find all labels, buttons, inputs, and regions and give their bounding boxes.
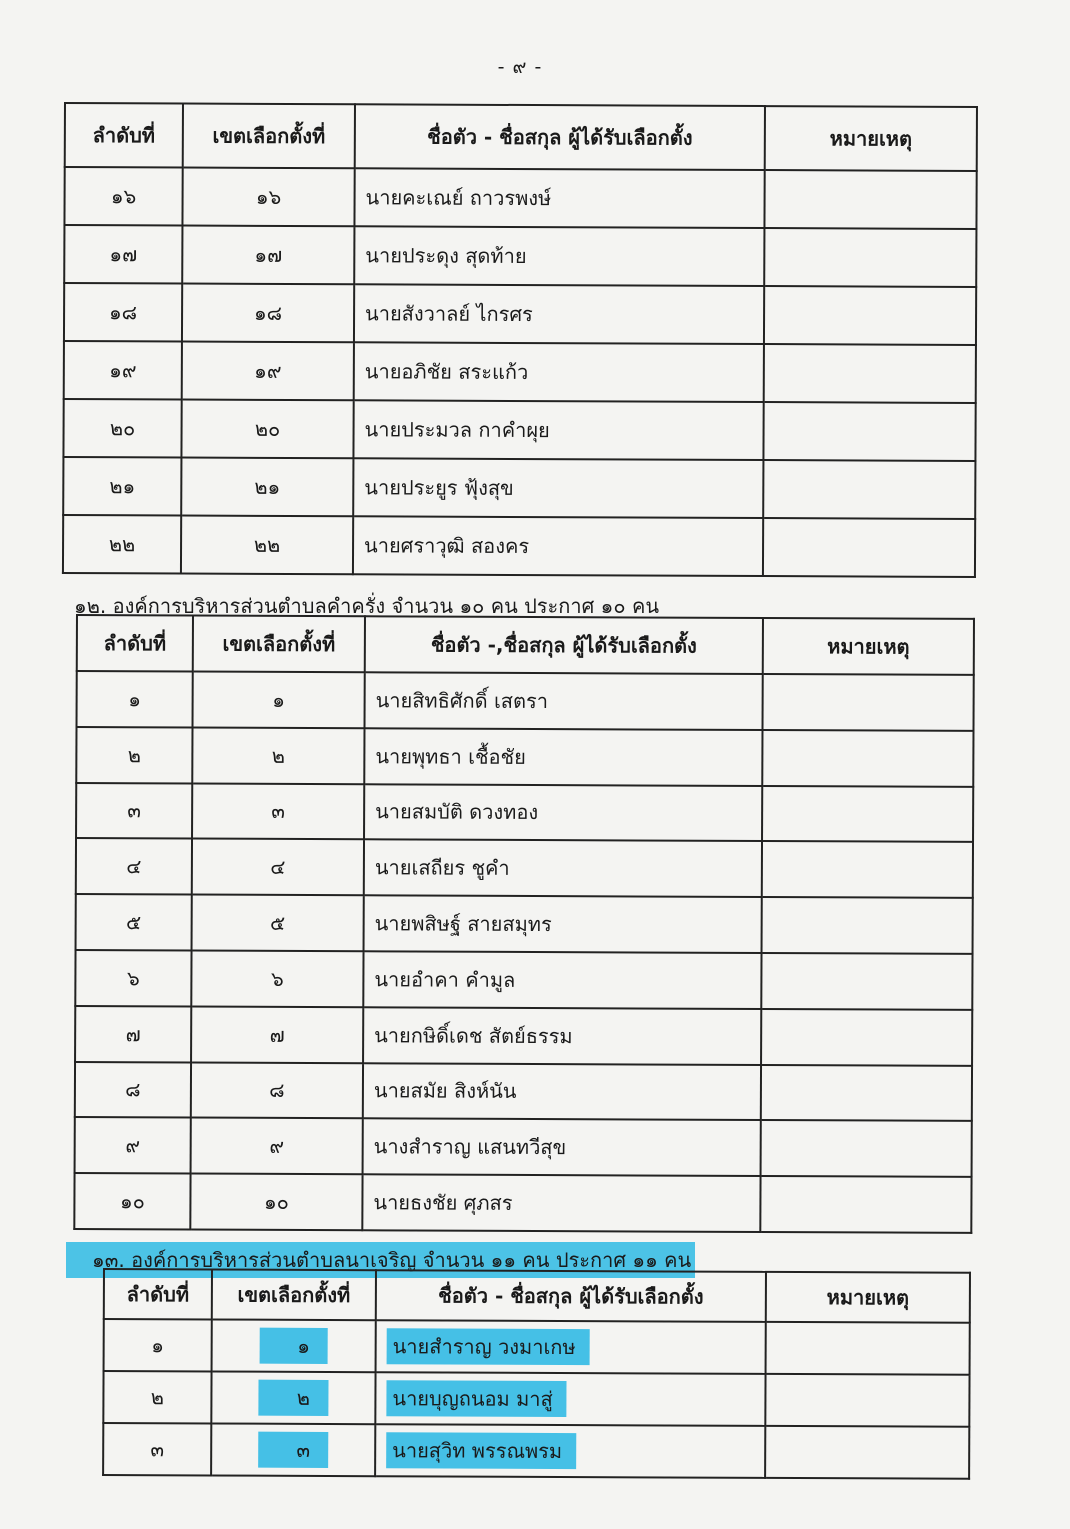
cell-name: นายสมบัติ ดวงทอง (364, 784, 762, 842)
cell-district (211, 1371, 375, 1424)
cell-order: ๑๖ (64, 167, 182, 226)
cell-name (376, 1320, 766, 1374)
cell-order: ๒ (76, 727, 192, 783)
table-row (63, 457, 975, 519)
cell-order: ๗ (75, 1006, 191, 1062)
highlighted-district: ๓ (258, 1432, 328, 1468)
cell-order: ๑ (77, 671, 193, 727)
section-12-title: ๑๒. องค์การบริหารส่วนตำบลคำครั่ง จำนวน ๑๐ คน ประกาศ ๑๐ คน (74, 594, 659, 618)
cell-order: ๕ (76, 894, 192, 950)
highlighted-name: นายสำราญ วงมาเกษ (387, 1328, 590, 1365)
cell-remark (764, 344, 976, 403)
cell-name: นายศราวุฒิ สองคร (353, 516, 763, 576)
cell-order: ๒๐ (63, 399, 181, 458)
cell-name: นายคะเณย์ ถาวรพงษ์ (354, 168, 764, 228)
cell-name: นายพสิษฐ์ สายสมุทร (364, 895, 762, 953)
cell-name: นายสมัย สิงห์นัน (363, 1063, 761, 1121)
highlighted-district: ๒ (259, 1380, 328, 1416)
cell-order: ๖ (75, 950, 191, 1006)
table-row (64, 167, 976, 229)
cell-district (212, 1319, 376, 1372)
cell-order: ๑๙ (64, 341, 182, 400)
page-number: - ๙ - (497, 56, 543, 78)
table-row (64, 225, 976, 287)
cell-name: นายกษิดิ์เดช สัตย์ธรรม (363, 1007, 761, 1065)
header-order: ลำดับที่ (104, 1269, 212, 1319)
cell-district: ๑๘ (182, 284, 354, 343)
cell-remark (761, 1120, 972, 1177)
results-table-continued (62, 102, 978, 578)
highlighted-name: นายสุวิท พรรณพรม (386, 1432, 576, 1469)
cell-name: นายสิทธิศักดิ์ เสตรา (365, 672, 763, 730)
cell-remark (762, 730, 973, 787)
cell-name: นายสังวาลย์ ไกรศร (354, 284, 764, 344)
cell-district: ๑๖ (182, 168, 354, 227)
cell-name: นายประมวล กาคำผุย (353, 400, 763, 460)
cell-remark (763, 518, 975, 577)
header-district: เขตเลือกตั้งที่ (212, 1269, 376, 1320)
cell-order: ๒ (103, 1371, 211, 1423)
cell-order: ๒๒ (63, 515, 181, 574)
table-row (75, 1006, 972, 1066)
table-row (63, 399, 975, 461)
results-table-section-12 (73, 614, 975, 1234)
cell-order: ๑๐ (74, 1173, 190, 1229)
header-district: เขตเลือกตั้งที่ (183, 104, 355, 169)
table-row (74, 1173, 971, 1233)
cell-district: ๒๒ (181, 516, 353, 575)
cell-name: นายประยูร ฟุ้งสุข (353, 458, 763, 518)
cell-name: นายเสถียร ชูคำ (364, 840, 762, 898)
cell-remark (761, 953, 972, 1010)
cell-name: นายธงชัย ศุภสร (362, 1174, 760, 1232)
cell-district: ๔ (192, 839, 364, 896)
cell-district: ๑๐ (190, 1174, 362, 1231)
header-name: ชื่อตัว - ชื่อสกุล ผู้ได้รับเลือกตั้ง (355, 104, 765, 170)
table-row (63, 515, 975, 577)
table-row (77, 671, 974, 731)
cell-order: ๓ (76, 783, 192, 839)
header-order: ลำดับที่ (65, 103, 183, 168)
cell-remark (762, 841, 973, 898)
cell-district: ๒๐ (181, 400, 353, 459)
results-table-section-13 (102, 1268, 971, 1480)
cell-district: ๑๗ (182, 226, 354, 285)
cell-district: ๕ (192, 895, 364, 952)
cell-remark (766, 1322, 970, 1375)
cell-remark (762, 897, 973, 954)
cell-order: ๔ (76, 838, 192, 894)
cell-name: นางสำราญ แสนทวีสุข (363, 1119, 761, 1177)
cell-name (375, 1372, 765, 1426)
cell-remark (763, 674, 974, 731)
cell-name: นายประดุง สุดท้าย (354, 226, 764, 286)
table-header-row (65, 103, 977, 171)
cell-remark (765, 1426, 969, 1479)
table-row (64, 283, 976, 345)
header-name: ชื่อตัว - ชื่อสกุล ผู้ได้รับเลือกตั้ง (376, 1270, 766, 1322)
highlighted-name: นายบุญถนอม มาสู่ (386, 1380, 566, 1417)
table-row (103, 1371, 969, 1427)
table-header-row (104, 1269, 970, 1323)
cell-district: ๙ (191, 1118, 363, 1175)
cell-district: ๘ (191, 1062, 363, 1119)
cell-remark (763, 402, 975, 461)
cell-remark (761, 1009, 972, 1066)
cell-district: ๗ (191, 1006, 363, 1063)
table-row (76, 783, 973, 843)
cell-district (211, 1423, 375, 1476)
cell-district: ๑๙ (182, 342, 354, 401)
cell-order: ๒๑ (63, 457, 181, 516)
cell-remark (761, 1065, 972, 1122)
cell-order: ๙ (75, 1117, 191, 1173)
cell-order: ๓ (103, 1423, 211, 1475)
table-row (75, 1117, 972, 1177)
table-row (76, 727, 973, 787)
table-row (76, 838, 973, 898)
cell-remark (763, 460, 975, 519)
header-district: เขตเลือกตั้งที่ (193, 616, 365, 673)
cell-name (375, 1424, 765, 1478)
cell-district: ๖ (191, 950, 363, 1007)
cell-order: ๘ (75, 1062, 191, 1118)
cell-name: นายอำคา คำมูล (363, 951, 761, 1009)
cell-remark (765, 1374, 969, 1427)
header-remark: หมายเหตุ (765, 106, 977, 171)
header-name: ชื่อตัว -,ชื่อสกุล ผู้ได้รับเลือกตั้ง (365, 616, 763, 674)
cell-name: นายพุทธา เชื้อชัย (364, 728, 762, 786)
cell-remark (762, 786, 973, 843)
cell-remark (760, 1176, 971, 1233)
table-row (64, 341, 976, 403)
cell-order: ๑๘ (64, 283, 182, 342)
header-order: ลำดับที่ (77, 615, 193, 672)
cell-district: ๒๑ (181, 458, 353, 517)
cell-order: ๑ (104, 1319, 212, 1371)
cell-remark (764, 228, 976, 287)
table-row (103, 1423, 969, 1479)
section-13-title: ๑๓. องค์การบริหารส่วนตำบลนาเจริญ จำนวน ๑๑ คน ประกาศ ๑๑ คน (66, 1242, 695, 1278)
cell-name: นายอภิชัย สระแก้ว (354, 342, 764, 402)
cell-district: ๑ (193, 672, 365, 729)
table-row (104, 1319, 970, 1375)
highlighted-district: ๑ (259, 1328, 328, 1364)
table-row (75, 1062, 972, 1122)
table-header-row (77, 615, 974, 675)
cell-district: ๓ (192, 783, 364, 840)
table-row (75, 950, 972, 1010)
table-row (76, 894, 973, 954)
cell-remark (764, 286, 976, 345)
header-remark: หมายเหตุ (763, 618, 974, 675)
cell-order: ๑๗ (64, 225, 182, 284)
cell-remark (764, 170, 976, 229)
header-remark: หมายเหตุ (766, 1272, 970, 1323)
cell-district: ๒ (192, 727, 364, 784)
